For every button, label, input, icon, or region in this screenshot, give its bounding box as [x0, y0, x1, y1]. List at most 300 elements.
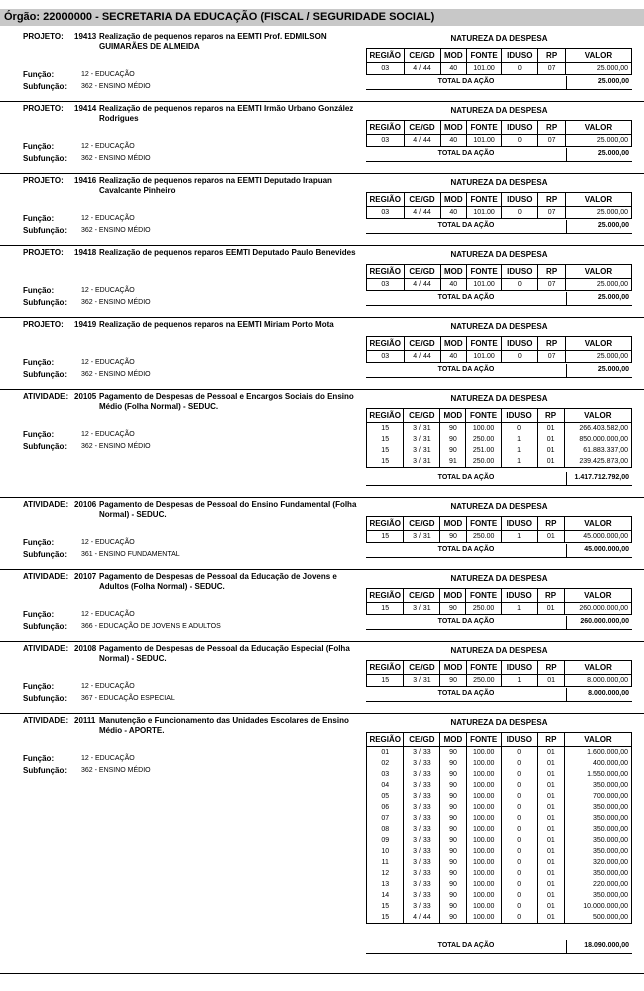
table-cell: 250.00: [466, 434, 501, 445]
column-header: IDUSO: [502, 337, 538, 351]
column-header: FONTE: [466, 409, 501, 423]
natureza-table: [366, 336, 632, 363]
table-cell: 03: [367, 135, 405, 147]
funcao-value: 12 - EDUCAÇÃO: [81, 359, 135, 366]
table-cell: 15: [367, 912, 404, 924]
column-header: CE/GD: [404, 49, 440, 63]
table-cell: 90: [440, 879, 466, 890]
column-header: REGIÃO: [367, 265, 405, 279]
table-cell: 100.00: [466, 890, 501, 901]
table-cell: 40: [440, 207, 466, 219]
table-cell: 0: [501, 835, 537, 846]
table-cell: 1: [501, 675, 537, 687]
action-code: 19416: [74, 176, 97, 185]
table-cell: 01: [537, 603, 564, 615]
column-header: CE/GD: [404, 517, 440, 531]
action-description: Pagamento de Despesas de Pessoal do Ensino Fundamental (Folha Normal) - SEDUC.: [99, 500, 357, 519]
table-cell: 350.000,00: [565, 824, 632, 835]
subfuncao-value: 362 - ENSINO MÉDIO: [81, 443, 151, 450]
funcao-value: 12 - EDUCAÇÃO: [81, 431, 135, 438]
total-row: [366, 616, 632, 630]
funcao-label: Função:: [23, 754, 55, 763]
column-header: VALOR: [565, 661, 632, 675]
natureza-title: NATUREZA DA DESPESA: [450, 502, 548, 511]
column-header: FONTE: [466, 193, 501, 207]
table-header-row: [367, 121, 632, 135]
natureza-table: [366, 192, 632, 219]
table-cell: 101.00: [466, 351, 501, 363]
table-cell: 01: [537, 802, 564, 813]
table-cell: 100.00: [466, 901, 501, 912]
funcao-label: Função:: [23, 538, 55, 547]
table-cell: 07: [538, 351, 566, 363]
table-cell: 3 / 33: [404, 879, 440, 890]
table-cell: 3 / 31: [404, 675, 440, 687]
total-label: TOTAL DA AÇÃO: [437, 942, 495, 949]
funcao-label: Função:: [23, 286, 55, 295]
action-kind: PROJETO:: [23, 320, 64, 329]
table-cell: 0: [501, 846, 537, 857]
table-header-row: [367, 337, 632, 351]
funcao-value: 12 - EDUCAÇÃO: [81, 611, 135, 618]
table-row: [367, 780, 632, 791]
table-cell: 0: [501, 758, 537, 769]
table-cell: 1: [501, 456, 537, 468]
total-row: [366, 472, 632, 486]
table-cell: 90: [440, 813, 466, 824]
table-row: [367, 879, 632, 890]
table-cell: 90: [440, 531, 466, 543]
table-cell: 01: [537, 780, 564, 791]
table-cell: 0: [501, 868, 537, 879]
table-cell: 01: [537, 769, 564, 780]
funcao-value: 12 - EDUCAÇÃO: [81, 755, 135, 762]
total-value: 25.000,00: [597, 294, 629, 301]
table-cell: 250.00: [466, 603, 501, 615]
table-cell: 3 / 33: [404, 835, 440, 846]
table-cell: 07: [538, 207, 566, 219]
table-header-row: [367, 517, 632, 531]
table-row: [367, 868, 632, 879]
table-row: [367, 912, 632, 924]
funcao-label: Função:: [23, 70, 55, 79]
total-value: 8.000.000,00: [588, 690, 629, 697]
column-header: REGIÃO: [367, 589, 404, 603]
column-header: REGIÃO: [367, 49, 405, 63]
column-header: VALOR: [564, 589, 631, 603]
table-cell: 260.000.000,00: [564, 603, 631, 615]
table-cell: 0: [501, 857, 537, 868]
total-row: [366, 220, 632, 234]
table-cell: 0: [501, 890, 537, 901]
table-row: [367, 890, 632, 901]
total-separator: [566, 292, 567, 305]
action-description: Pagamento de Despesas de Pessoal da Educação de Jovens e Adultos (Folha Normal) - SEDUC.: [99, 572, 337, 591]
total-value: 25.000,00: [597, 150, 629, 157]
action-code: 19418: [74, 248, 97, 257]
subfuncao-label: Subfunção:: [23, 442, 67, 451]
table-cell: 06: [367, 802, 404, 813]
action-description: Pagamento de Despesas de Pessoal da Educação Especial (Folha Normal) - SEDUC.: [99, 644, 350, 663]
table-cell: 15: [367, 675, 404, 687]
table-cell: 90: [440, 758, 466, 769]
table-cell: 90: [440, 769, 466, 780]
column-header: CE/GD: [404, 589, 440, 603]
total-label: TOTAL DA AÇÃO: [437, 150, 495, 157]
subfuncao-value: 362 - ENSINO MÉDIO: [81, 371, 151, 378]
table-cell: 40: [440, 63, 466, 75]
table-row: [367, 835, 632, 846]
subfuncao-label: Subfunção:: [23, 298, 67, 307]
table-cell: 101.00: [466, 63, 501, 75]
table-cell: 1: [501, 603, 537, 615]
table-cell: 15: [367, 423, 404, 435]
table-cell: 251.00: [466, 445, 501, 456]
table-header-row: [367, 193, 632, 207]
table-row: [367, 857, 632, 868]
table-cell: 3 / 33: [404, 901, 440, 912]
table-row: [367, 791, 632, 802]
subfuncao-label: Subfunção:: [23, 766, 67, 775]
total-separator: [566, 364, 567, 377]
subfuncao-value: 362 - ENSINO MÉDIO: [81, 299, 151, 306]
column-header: RP: [537, 517, 564, 531]
action-block: [0, 174, 644, 246]
total-separator: [566, 76, 567, 89]
action-block: [0, 714, 644, 974]
column-header: VALOR: [565, 733, 632, 747]
action-code: 19413: [74, 32, 97, 41]
table-cell: 350.000,00: [565, 868, 632, 879]
funcao-label: Função:: [23, 358, 55, 367]
subfuncao-label: Subfunção:: [23, 154, 67, 163]
table-cell: 0: [502, 279, 538, 291]
table-cell: 13: [367, 879, 404, 890]
table-cell: 05: [367, 791, 404, 802]
table-cell: 90: [440, 835, 466, 846]
table-cell: 01: [537, 879, 564, 890]
table-row: [367, 901, 632, 912]
table-cell: 239.425.873,00: [564, 456, 631, 468]
column-header: IDUSO: [501, 733, 537, 747]
table-cell: 1.600.000,00: [565, 747, 632, 759]
action-code: 20106: [74, 500, 97, 509]
table-cell: 90: [440, 780, 466, 791]
action-kind: PROJETO:: [23, 32, 64, 41]
table-cell: 07: [538, 279, 566, 291]
table-row: [367, 846, 632, 857]
column-header: MOD: [440, 661, 466, 675]
column-header: CE/GD: [404, 265, 440, 279]
column-header: IDUSO: [502, 121, 538, 135]
total-row: [366, 364, 632, 378]
table-cell: 3 / 33: [404, 802, 440, 813]
subfuncao-label: Subfunção:: [23, 550, 67, 559]
total-row: [366, 688, 632, 702]
table-cell: 10.000.000,00: [565, 901, 632, 912]
table-row: [367, 824, 632, 835]
table-cell: 0: [501, 813, 537, 824]
column-header: CE/GD: [404, 193, 440, 207]
table-cell: 01: [367, 747, 404, 759]
total-separator: [566, 148, 567, 161]
table-cell: 0: [502, 351, 538, 363]
column-header: VALOR: [565, 517, 632, 531]
table-cell: 08: [367, 824, 404, 835]
table-cell: 100.00: [466, 857, 501, 868]
table-cell: 90: [440, 912, 466, 924]
table-cell: 15: [367, 901, 404, 912]
action-block: [0, 102, 644, 174]
total-label: TOTAL DA AÇÃO: [437, 690, 495, 697]
table-cell: 4 / 44: [404, 63, 440, 75]
table-row: [367, 434, 632, 445]
table-cell: 90: [440, 423, 466, 435]
table-cell: 01: [537, 758, 564, 769]
funcao-value: 12 - EDUCAÇÃO: [81, 287, 135, 294]
natureza-title: NATUREZA DA DESPESA: [450, 250, 548, 259]
table-row: [367, 445, 632, 456]
table-cell: 03: [367, 351, 405, 363]
table-cell: 3 / 31: [404, 434, 440, 445]
table-cell: 1.550.000,00: [565, 769, 632, 780]
natureza-table: [366, 120, 632, 147]
funcao-value: 12 - EDUCAÇÃO: [81, 539, 135, 546]
action-description: Realização de pequenos reparos na EEMTI Irmão Urbano González Rodrigues: [99, 104, 354, 123]
column-header: RP: [538, 193, 566, 207]
funcao-value: 12 - EDUCAÇÃO: [81, 683, 135, 690]
table-cell: 4 / 44: [404, 351, 440, 363]
table-cell: 61.883.337,00: [564, 445, 631, 456]
table-cell: 02: [367, 758, 404, 769]
total-label: TOTAL DA AÇÃO: [437, 78, 495, 85]
table-cell: 101.00: [466, 207, 501, 219]
column-header: MOD: [440, 517, 466, 531]
table-cell: 0: [502, 135, 538, 147]
action-kind: ATIVIDADE:: [23, 716, 69, 725]
action-description: Realização de pequenos reparos na EEMTI Deputado Irapuan Cavalcante Pinheiro: [99, 176, 332, 195]
natureza-table: [366, 660, 632, 687]
table-cell: 01: [537, 890, 564, 901]
column-header: FONTE: [466, 49, 501, 63]
natureza-title: NATUREZA DA DESPESA: [450, 646, 548, 655]
column-header: IDUSO: [502, 193, 538, 207]
action-kind: PROJETO:: [23, 104, 64, 113]
column-header: CE/GD: [404, 733, 440, 747]
table-cell: 40: [440, 351, 466, 363]
column-header: MOD: [440, 121, 466, 135]
table-cell: 3 / 31: [404, 456, 440, 468]
table-cell: 01: [537, 813, 564, 824]
subfuncao-value: 362 - ENSINO MÉDIO: [81, 155, 151, 162]
table-row: [367, 802, 632, 813]
table-row: [367, 813, 632, 824]
table-cell: 100.00: [466, 769, 501, 780]
column-header: CE/GD: [404, 121, 440, 135]
table-cell: 4 / 44: [404, 207, 440, 219]
table-row: [367, 207, 632, 219]
action-code: 20105: [74, 392, 97, 401]
action-block: [0, 246, 644, 318]
table-cell: 03: [367, 279, 405, 291]
table-cell: 01: [537, 912, 564, 924]
table-cell: 90: [440, 675, 466, 687]
column-header: VALOR: [565, 49, 631, 63]
action-code: 20111: [74, 716, 96, 725]
table-cell: 101.00: [466, 279, 501, 291]
column-header: REGIÃO: [367, 121, 405, 135]
subfuncao-value: 366 - EDUCAÇÃO DE JOVENS E ADULTOS: [81, 623, 221, 630]
column-header: CE/GD: [404, 409, 440, 423]
column-header: REGIÃO: [367, 517, 404, 531]
table-cell: 0: [501, 423, 537, 435]
table-cell: 320.000,00: [565, 857, 632, 868]
table-cell: 01: [537, 747, 564, 759]
table-cell: 90: [440, 434, 466, 445]
table-cell: 4 / 44: [404, 135, 440, 147]
table-cell: 90: [440, 857, 466, 868]
table-cell: 350.000,00: [565, 846, 632, 857]
table-cell: 01: [537, 531, 564, 543]
table-header-row: [367, 733, 632, 747]
column-header: FONTE: [466, 121, 501, 135]
column-header: FONTE: [466, 733, 501, 747]
table-cell: 04: [367, 780, 404, 791]
column-header: MOD: [440, 49, 466, 63]
total-label: TOTAL DA AÇÃO: [437, 474, 495, 481]
table-cell: 3 / 33: [404, 769, 440, 780]
table-cell: 3 / 31: [404, 445, 440, 456]
table-cell: 500.000,00: [565, 912, 632, 924]
column-header: FONTE: [466, 265, 501, 279]
table-cell: 03: [367, 63, 405, 75]
table-cell: 90: [440, 603, 466, 615]
column-header: MOD: [440, 337, 466, 351]
total-label: TOTAL DA AÇÃO: [437, 546, 495, 553]
subfuncao-label: Subfunção:: [23, 622, 67, 631]
total-value: 1.417.712.792,00: [574, 474, 629, 481]
table-cell: 101.00: [466, 135, 501, 147]
column-header: RP: [538, 49, 566, 63]
table-cell: 15: [367, 434, 404, 445]
subfuncao-label: Subfunção:: [23, 370, 67, 379]
table-cell: 0: [501, 802, 537, 813]
total-value: 18.090.000,00: [584, 942, 629, 949]
table-cell: 350.000,00: [565, 813, 632, 824]
table-cell: 3 / 31: [404, 603, 440, 615]
table-cell: 91: [440, 456, 466, 468]
column-header: IDUSO: [501, 409, 537, 423]
table-cell: 3 / 33: [404, 758, 440, 769]
column-header: IDUSO: [501, 517, 537, 531]
table-cell: 14: [367, 890, 404, 901]
table-cell: 100.00: [466, 758, 501, 769]
table-cell: 40: [440, 279, 466, 291]
table-cell: 8.000.000,00: [565, 675, 632, 687]
table-row: [367, 135, 632, 147]
column-header: REGIÃO: [367, 337, 405, 351]
natureza-table: [366, 516, 632, 543]
column-header: VALOR: [565, 265, 631, 279]
column-header: RP: [537, 589, 564, 603]
table-cell: 100.00: [466, 791, 501, 802]
funcao-label: Função:: [23, 142, 55, 151]
column-header: MOD: [440, 733, 466, 747]
table-cell: 100.00: [466, 824, 501, 835]
action-code: 19419: [74, 320, 97, 329]
action-block: [0, 30, 644, 102]
table-cell: 3 / 33: [404, 846, 440, 857]
table-cell: 0: [501, 901, 537, 912]
action-block: [0, 390, 644, 498]
table-cell: 100.00: [466, 868, 501, 879]
funcao-label: Função:: [23, 430, 55, 439]
table-row: [367, 63, 632, 75]
table-row: [367, 423, 632, 435]
natureza-table: [366, 732, 632, 924]
total-value: 25.000,00: [597, 366, 629, 373]
total-value: 25.000,00: [597, 222, 629, 229]
column-header: RP: [538, 337, 566, 351]
table-cell: 90: [440, 868, 466, 879]
column-header: FONTE: [466, 337, 501, 351]
natureza-table: [366, 264, 632, 291]
table-cell: 0: [501, 769, 537, 780]
table-cell: 01: [537, 824, 564, 835]
table-cell: 3 / 33: [404, 747, 440, 759]
table-cell: 0: [501, 879, 537, 890]
column-header: REGIÃO: [367, 193, 405, 207]
column-header: IDUSO: [501, 661, 537, 675]
action-block: [0, 642, 644, 714]
natureza-title: NATUREZA DA DESPESA: [450, 106, 548, 115]
column-header: REGIÃO: [367, 733, 404, 747]
funcao-value: 12 - EDUCAÇÃO: [81, 71, 135, 78]
table-cell: 90: [440, 445, 466, 456]
table-cell: 15: [367, 603, 404, 615]
column-header: VALOR: [565, 121, 631, 135]
table-cell: 03: [367, 207, 405, 219]
table-header-row: [367, 265, 632, 279]
column-header: IDUSO: [502, 265, 538, 279]
table-cell: 01: [537, 675, 564, 687]
natureza-table: [366, 48, 632, 75]
action-kind: ATIVIDADE:: [23, 500, 69, 509]
table-cell: 3 / 33: [404, 824, 440, 835]
table-cell: 01: [537, 857, 564, 868]
column-header: REGIÃO: [367, 661, 404, 675]
column-header: REGIÃO: [367, 409, 404, 423]
table-cell: 350.000,00: [565, 835, 632, 846]
table-row: [367, 747, 632, 759]
table-cell: 15: [367, 531, 404, 543]
table-cell: 01: [537, 901, 564, 912]
table-cell: 220.000,00: [565, 879, 632, 890]
total-row: [366, 940, 632, 954]
table-cell: 0: [501, 912, 537, 924]
table-cell: 01: [537, 835, 564, 846]
table-cell: 25.000,00: [565, 63, 631, 75]
column-header: CE/GD: [404, 661, 440, 675]
table-cell: 100.00: [466, 879, 501, 890]
subfuncao-value: 361 - ENSINO FUNDAMENTAL: [81, 551, 180, 558]
total-row: [366, 544, 632, 558]
table-cell: 07: [538, 63, 566, 75]
table-header-row: [367, 49, 632, 63]
action-description: Pagamento de Despesas de Pessoal e Encargos Sociais do Ensino Médio (Folha Normal) - SEDUC.: [99, 392, 354, 411]
action-description: Realização de pequenos reparos EEMTI Deputado Paulo Benevides: [99, 248, 356, 257]
action-description: Realização de pequenos reparos na EEMTI Prof. EDMILSON GUIMARÃES DE ALMEIDA: [99, 32, 327, 51]
